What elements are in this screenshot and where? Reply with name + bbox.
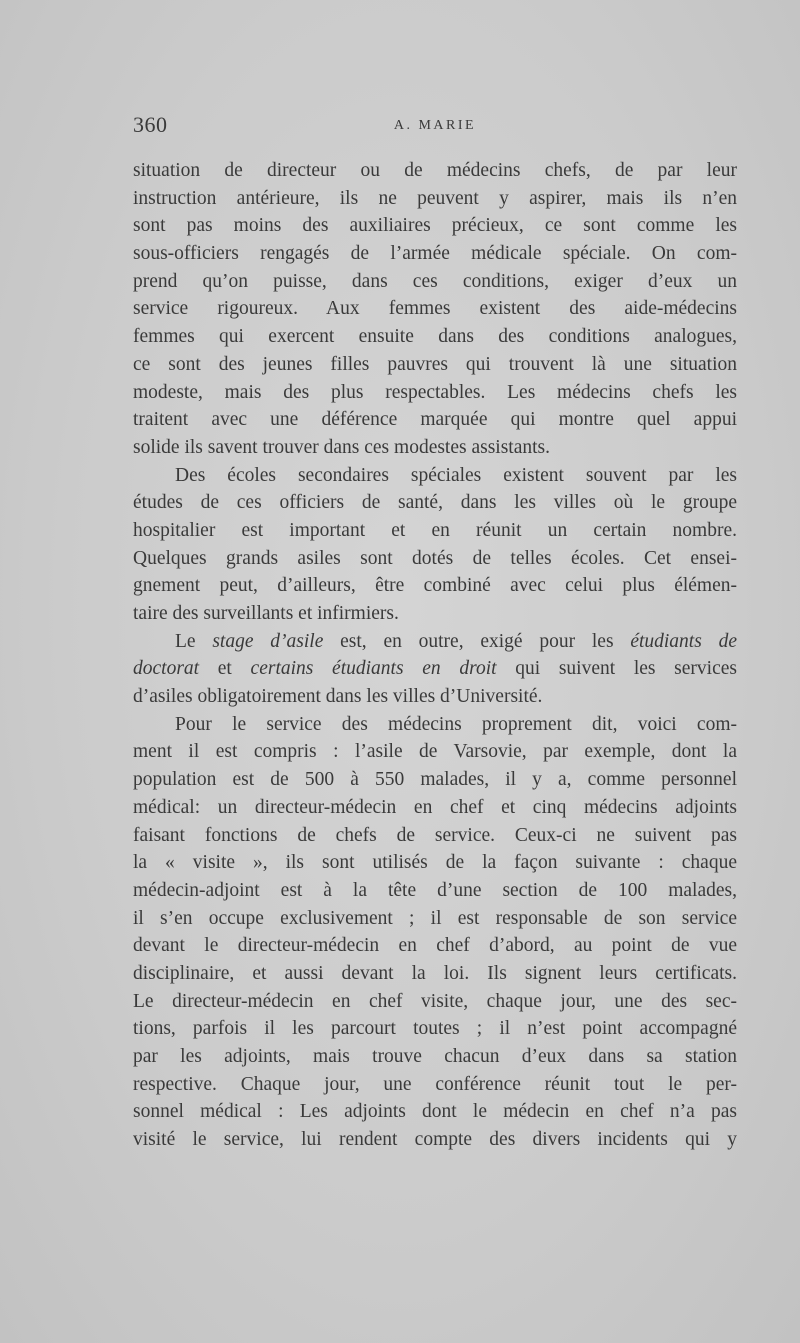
italic-text-run: stage d’asile (212, 630, 324, 652)
text-line: ment il est compris : l’asile de Varsovie, par exemple, dont la (133, 741, 737, 763)
text-line: modeste, mais des plus respectables. Les médecins chefs les (133, 381, 737, 403)
text-line: médecin-adjoint est à la tête d’une section de 100 malades, (133, 879, 737, 901)
text-line: solide ils savent trouver dans ces modestes assistants. (133, 436, 551, 458)
text-line: Pour le service des médecins proprement dit, voici com- (175, 713, 737, 735)
text-line: sous-officiers rengagés de l’armée médicale spéciale. On com- (133, 243, 737, 265)
text-line: population est de 500 à 550 malades, il y a, comme personnel (133, 769, 737, 791)
text-run: Le (175, 630, 213, 652)
text-run: et (199, 658, 251, 680)
text-line: par les adjoints, mais trouve chacun d’eux dans sa station (133, 1046, 737, 1067)
text-line: médical: un directeur-médecin en chef et cinq médecins adjoints (133, 796, 737, 818)
text-line: sont pas moins des auxiliaires précieux, ce sont comme les (133, 215, 737, 237)
text-line: devant le directeur-médecin en chef d’abord, au point de vue (133, 935, 737, 957)
text-line: Quelques grands asiles sont dotés de telles écoles. Cet ensei- (133, 547, 737, 569)
page-header (133, 112, 737, 142)
text-line: traitent avec une déférence marquée qui montre quel appui (133, 409, 737, 431)
text-line: instruction antérieure, ils ne peuvent y aspirer, mais ils n’en (133, 187, 737, 209)
running-head: A. MARIE (393, 118, 477, 133)
text-line: service rigoureux. Aux femmes existent des aide-médecins (133, 298, 737, 320)
text-line: faisant fonctions de chefs de service. Ceux-ci ne suivent pas (133, 824, 737, 846)
text-line: gnement peut, d’ailleurs, être combiné avec celui plus élémen- (133, 575, 737, 597)
text-line: d’asiles obligatoirement dans les villes d’Université. (133, 686, 543, 708)
text-line: hospitalier est important et en réunit un certain nombre. (133, 519, 737, 541)
text-line: ce sont des jeunes filles pauvres qui trouvent là une situation (133, 353, 737, 375)
text-line: sonnel médical : Les adjoints dont le médecin en chef n’a pas (133, 1101, 737, 1123)
text-line: Des écoles secondaires spéciales existent souvent par les (175, 464, 737, 486)
italic-text-run: doctorat (133, 658, 200, 680)
italic-text-run: étudiants de (630, 630, 737, 652)
text-line: il s’en occupe exclusivement ; il est responsable de son service (133, 907, 737, 929)
text-line: visité le service, lui rendent compte des divers incidents qui y (133, 1129, 737, 1151)
text-line-mixed (133, 628, 737, 656)
text-line: la « visite », ils sont utilisés de la façon suivante : chaque (133, 852, 737, 874)
page-number: 360 (133, 112, 168, 137)
text-line: femmes qui exercent ensuite dans des conditions analogues, (133, 326, 737, 348)
text-line: prend qu’on puisse, dans ces conditions, exiger d’eux un (133, 270, 737, 292)
text-line: taire des surveillants et infirmiers. (133, 603, 399, 624)
text-run: qui suivent les services (496, 658, 737, 680)
text-run: est, en outre, exigé pour les (323, 630, 631, 652)
text-line: études de ces officiers de santé, dans les villes où le groupe (133, 492, 737, 514)
text-line: disciplinaire, et aussi devant la loi. Ils signent leurs certificats. (133, 962, 737, 984)
text-line: Le directeur-médecin en chef visite, chaque jour, une des sec- (133, 990, 737, 1012)
italic-text-run: certains étudiants en droit (250, 658, 497, 680)
text-line: respective. Chaque jour, une conférence réunit tout le per- (133, 1073, 737, 1095)
text-line-mixed (133, 655, 737, 683)
body-text (133, 157, 737, 1154)
text-line: situation de directeur ou de médecins chefs, de par leur (133, 160, 737, 181)
text-line: tions, parfois il les parcourt toutes ; il n’est point accompagné (133, 1018, 737, 1040)
